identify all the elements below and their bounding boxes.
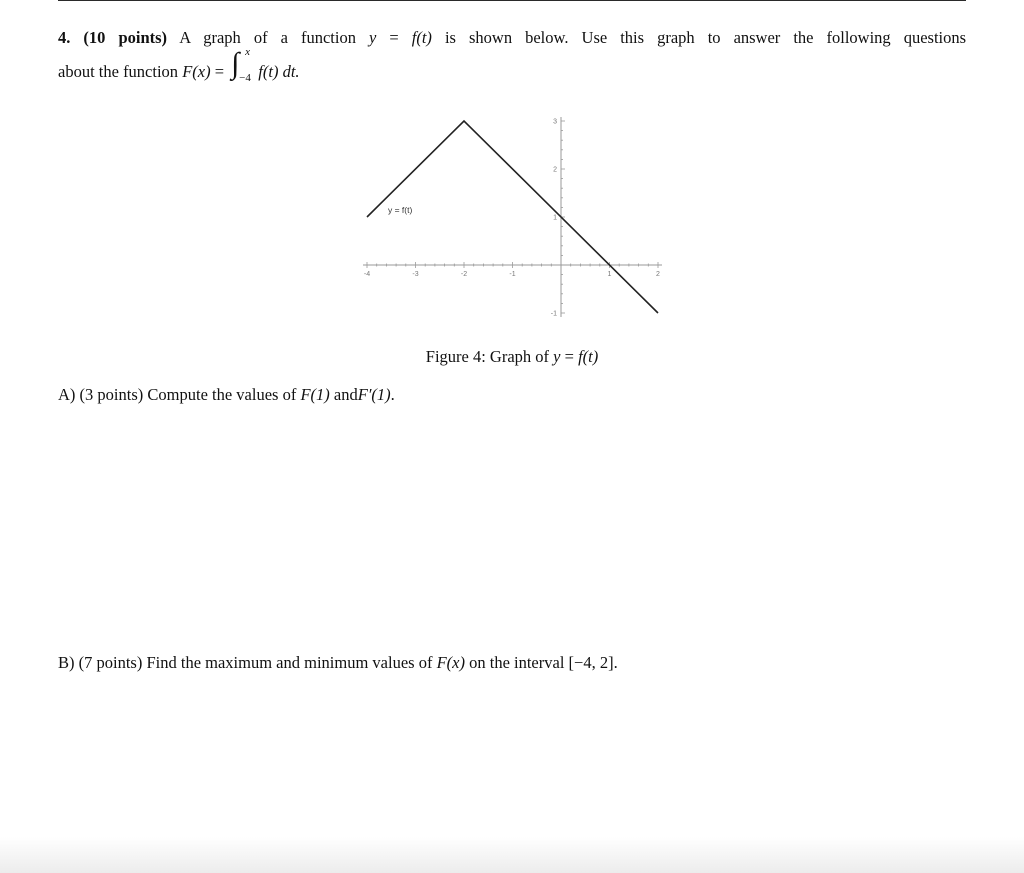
y-tick-label: 1 bbox=[553, 214, 557, 222]
question-points: (10 points) bbox=[83, 28, 168, 47]
part-b bbox=[58, 653, 618, 673]
x-tick-label: 1 bbox=[607, 271, 612, 278]
caption-prefix: Figure 4: Graph of bbox=[425, 347, 550, 366]
part-b-text: Find the maximum and minimum values of bbox=[146, 653, 433, 672]
x-tick-label: -1 bbox=[509, 271, 516, 278]
integral-upper-limit: x bbox=[245, 46, 251, 58]
question-statement bbox=[58, 28, 966, 48]
part-b-text2: on the interval bbox=[469, 653, 565, 672]
line2-prefix: about the function bbox=[58, 62, 179, 81]
equals-sign: = bbox=[389, 28, 399, 47]
part-b-interval: [−4, 2] bbox=[568, 653, 614, 672]
caption-eq: = bbox=[564, 347, 574, 366]
bottom-fade bbox=[0, 837, 1024, 873]
x-tick-label: -4 bbox=[363, 271, 371, 278]
question-statement-line2 bbox=[58, 46, 966, 84]
part-b-Fx: F(x) bbox=[436, 653, 465, 672]
part-b-end: . bbox=[613, 653, 618, 672]
top-rule bbox=[58, 0, 966, 1]
part-a bbox=[58, 385, 395, 405]
part-a-F1: F(1) bbox=[300, 385, 330, 404]
equals-sign-2: = bbox=[214, 62, 225, 81]
function-label: y = f(t) bbox=[388, 205, 413, 215]
part-a-Fp1: F′(1) bbox=[357, 385, 391, 404]
caption-y: y bbox=[553, 347, 561, 366]
caption-f: f(t) bbox=[578, 347, 599, 366]
question-number: 4. bbox=[58, 28, 71, 47]
part-a-text: Compute the values of bbox=[147, 385, 297, 404]
x-tick-label: 2 bbox=[656, 271, 660, 278]
graph-svg bbox=[355, 112, 675, 322]
question-intro-rest: is shown below. Use this graph to answer the following questions bbox=[444, 28, 967, 47]
question-intro: A graph of a function bbox=[179, 28, 356, 47]
y-tick-label: -1 bbox=[550, 310, 557, 318]
integral-lower-limit: −4 bbox=[239, 72, 251, 84]
part-b-label: B) bbox=[58, 653, 75, 672]
function-F-of-x: F(x) bbox=[182, 62, 211, 81]
y-variable: y bbox=[369, 28, 377, 47]
function-graph bbox=[355, 112, 675, 322]
x-tick-label: -2 bbox=[460, 271, 468, 278]
y-tick-label: 3 bbox=[553, 118, 557, 126]
integral-sign-icon: ∫ bbox=[231, 47, 240, 80]
function-line bbox=[367, 118, 658, 313]
figure-caption bbox=[0, 347, 1024, 367]
part-a-and: and bbox=[333, 385, 358, 404]
integral-expression bbox=[228, 46, 254, 84]
x-tick-label: -3 bbox=[412, 271, 419, 278]
part-a-label: A) bbox=[58, 385, 76, 404]
function-f-of-t: f(t) bbox=[411, 28, 432, 47]
part-a-end: . bbox=[390, 385, 395, 404]
integrand: f(t) dt. bbox=[258, 62, 300, 81]
part-b-points: (7 points) bbox=[78, 653, 143, 672]
y-tick-label: 2 bbox=[553, 166, 557, 174]
part-a-points: (3 points) bbox=[79, 385, 144, 404]
